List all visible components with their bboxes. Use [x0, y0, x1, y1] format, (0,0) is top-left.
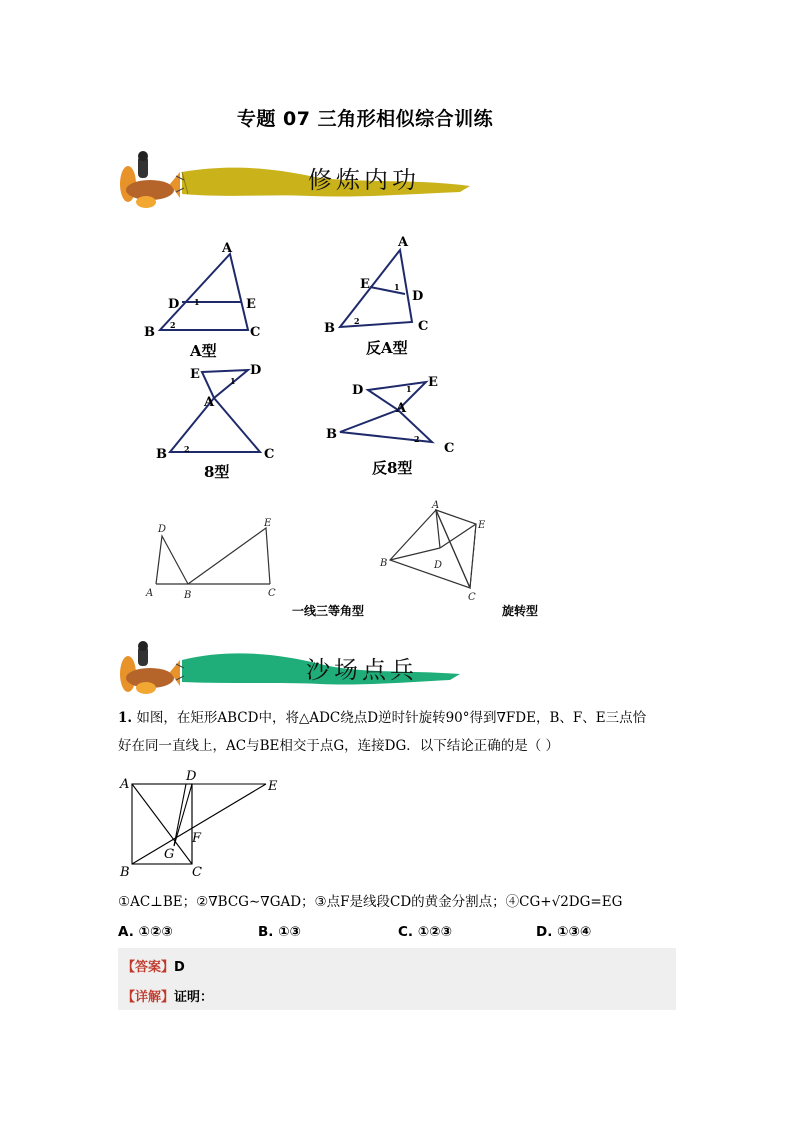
- svg-text:D: D: [158, 524, 167, 535]
- svg-text:1: 1: [230, 376, 236, 386]
- question-line-2: 好在同一直线上，AC与BE相交于点G，连接DG．以下结论正确的是（ ）: [118, 738, 560, 754]
- svg-text:2: 2: [354, 316, 360, 326]
- option-c-letter: C.: [398, 924, 414, 940]
- svg-text:C: C: [468, 592, 476, 603]
- svg-text:1: 1: [394, 282, 400, 292]
- svg-text:E: E: [264, 518, 272, 529]
- svg-text:A: A: [204, 395, 215, 410]
- svg-text:A: A: [396, 401, 407, 416]
- option-d[interactable]: [536, 924, 591, 940]
- svg-text:C: C: [250, 325, 261, 340]
- label-eight-type: 8型: [204, 463, 230, 481]
- label-one-line-three-angles: 一线三等角型: [292, 604, 365, 618]
- answer-line: [122, 956, 185, 975]
- svg-text:1: 1: [194, 297, 200, 307]
- plane-banner-graphic: [110, 150, 480, 220]
- rectangle-question-figure: [116, 766, 296, 880]
- svg-text:2: 2: [184, 444, 190, 454]
- option-a-letter: A.: [118, 924, 134, 940]
- svg-text:1: 1: [406, 384, 412, 394]
- label-rotation-type: 旋转型: [502, 604, 539, 618]
- option-a-text: ①②③: [138, 924, 173, 940]
- label-a-type: A型: [190, 342, 217, 360]
- banner-text-2: 沙场点兵: [306, 656, 418, 684]
- svg-text:2: 2: [170, 320, 176, 330]
- section-banner-2: [110, 640, 480, 710]
- detail-text: 证明：: [174, 990, 214, 1005]
- svg-text:C: C: [418, 319, 429, 334]
- option-b[interactable]: [258, 924, 301, 940]
- svg-text:E: E: [478, 520, 486, 531]
- svg-text:A: A: [222, 241, 233, 256]
- option-b-letter: B.: [258, 924, 274, 940]
- question-number: 1.: [118, 710, 133, 726]
- plane-banner-graphic-2: [110, 640, 480, 700]
- svg-text:A: A: [398, 235, 409, 250]
- svg-text:B: B: [184, 590, 192, 601]
- question-statements: ①AC⊥BE；②∇BCG∼∇GAD；③点F是线段CD的黄金分割点；④CG+√2DG=EG: [118, 894, 623, 910]
- svg-text:B: B: [326, 427, 337, 442]
- svg-text:C: C: [192, 865, 202, 880]
- svg-text:C: C: [264, 447, 275, 462]
- option-a[interactable]: [118, 924, 173, 940]
- svg-text:B: B: [324, 321, 335, 336]
- section-banner-1: [110, 150, 480, 220]
- svg-text:B: B: [144, 325, 155, 340]
- option-d-text: ①③④: [557, 924, 592, 940]
- svg-text:B: B: [156, 447, 167, 462]
- svg-text:D: D: [186, 769, 197, 784]
- answer-tag: 【答案】: [122, 960, 175, 975]
- svg-text:E: E: [190, 367, 200, 382]
- svg-text:D: D: [168, 297, 180, 312]
- svg-text:A: A: [146, 588, 154, 599]
- question-text-line-1: 如图，在矩形ABCD中，将△ADC绕点D逆时针旋转90°得到∇FDE，B、F、E三点恰: [136, 710, 647, 726]
- answer-value: D: [174, 960, 185, 975]
- option-b-text: ①③: [278, 924, 301, 940]
- option-c-text: ①②③: [417, 924, 453, 940]
- svg-text:D: D: [250, 363, 262, 378]
- label-reverse-eight: 反8型: [372, 459, 413, 477]
- svg-text:A: A: [432, 500, 440, 511]
- svg-text:E: E: [268, 779, 278, 794]
- svg-text:C: C: [444, 441, 455, 456]
- svg-text:B: B: [120, 865, 130, 880]
- svg-text:G: G: [164, 847, 175, 862]
- svg-text:D: D: [352, 383, 364, 398]
- option-c[interactable]: [398, 924, 452, 940]
- answer-box: [118, 948, 676, 1010]
- question-line-1: [118, 704, 678, 732]
- svg-text:E: E: [428, 375, 438, 390]
- svg-text:B: B: [380, 558, 388, 569]
- detail-line: [122, 986, 213, 1005]
- thin-geometry-figures: [140, 500, 500, 610]
- svg-text:F: F: [192, 831, 202, 846]
- plane-icon: [120, 151, 180, 208]
- banner-text-1: 修炼内功: [308, 166, 420, 194]
- detail-tag: 【详解】: [122, 990, 175, 1005]
- svg-text:D: D: [412, 289, 424, 304]
- svg-text:D: D: [434, 560, 443, 571]
- svg-text:2: 2: [414, 434, 420, 444]
- page-title: 专题 07 三角形相似综合训练: [236, 108, 494, 130]
- label-reverse-a: 反A型: [366, 339, 408, 357]
- svg-text:C: C: [268, 588, 276, 599]
- plane-icon: [120, 641, 180, 694]
- svg-text:A: A: [120, 777, 130, 792]
- svg-text:E: E: [360, 277, 370, 292]
- svg-text:E: E: [246, 297, 256, 312]
- option-d-letter: D.: [536, 924, 553, 940]
